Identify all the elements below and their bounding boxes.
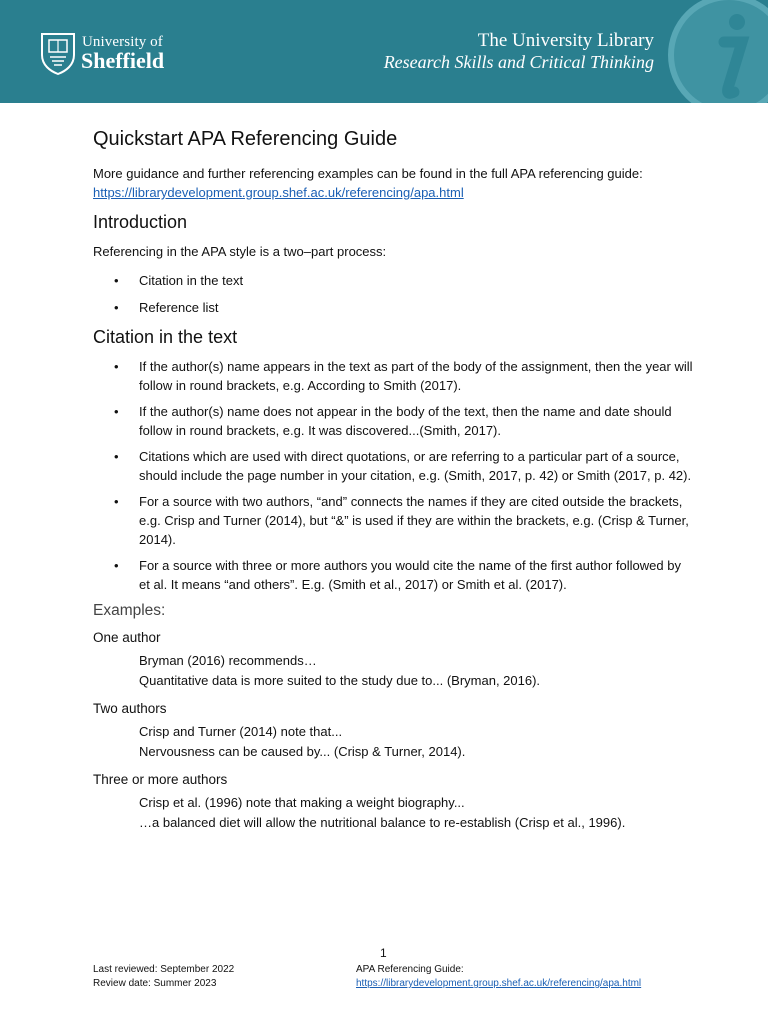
list-item: • For a source with three or more authors you would cite the name of the first author followed by et al. It means “and others”. E.g. (Smith et al., 2017) or Smith et al. (2017). — [93, 556, 693, 594]
example-group-title: One author — [93, 630, 161, 645]
intro-paragraph — [93, 164, 693, 202]
introduction-list — [93, 271, 693, 317]
list-item: • If the author(s) name appears in the text as part of the body of the assignment, then the year will follow in round brackets, e.g. According to Smith (2017). — [93, 357, 693, 395]
examples-heading: Examples: — [93, 602, 166, 619]
example-line: Crisp et al. (1996) note that making a weight biography... — [139, 795, 465, 810]
logo-line1: University of — [82, 34, 163, 50]
citation-heading: Citation in the text — [93, 327, 238, 347]
example-line: Nervousness can be caused by... (Crisp & Turner, 2014). — [139, 744, 466, 759]
footer-review-info — [93, 963, 234, 991]
list-item: • If the author(s) name does not appear in the body of the text, then the name and date should follow in round brackets, e.g. It was discovered...(Smith, 2017). — [93, 402, 693, 440]
info-icon — [664, 0, 768, 103]
example-line: Quantitative data is more suited to the study due to... (Bryman, 2016). — [139, 673, 541, 688]
introduction-heading: Introduction — [93, 212, 188, 232]
list-item: • For a source with two authors, “and” connects the names if they are cited outside the brackets, e.g. Crisp and Turner (2014), but “&” is used if they are within the brackets, e.g. (Crisp & Turner, 2014). — [93, 492, 693, 549]
example-line: …a balanced diet will allow the nutritional balance to re-establish (Crisp et al., 1996). — [139, 815, 626, 830]
list-item: • Citations which are used with direct quotations, or are referring to a particular part of a source, should include the page number in your citation, e.g. (Smith, 2017, p. 42) or Smith (2017, p. 42). — [93, 447, 693, 485]
example-line: Crisp and Turner (2014) note that... — [139, 724, 343, 739]
library-subtitle: Research Skills and Critical Thinking — [383, 52, 654, 72]
header-banner — [0, 0, 768, 103]
example-block — [93, 793, 693, 833]
logo-line2: Sheffield — [81, 48, 165, 73]
example-group-title: Three or more authors — [93, 772, 228, 787]
example-line: Bryman (2016) recommends… — [139, 653, 317, 668]
list-item: • Reference list — [93, 298, 693, 317]
intro-text: More guidance and further referencing examples can be found in the full APA referencing guide: — [93, 166, 643, 181]
example-group-title: Two authors — [93, 701, 167, 716]
review-date: Review date: Summer 2023 — [93, 978, 217, 989]
document-title: Quickstart APA Referencing Guide — [93, 128, 398, 150]
guide-label: APA Referencing Guide: — [356, 964, 464, 975]
document-body — [93, 128, 693, 841]
last-reviewed: Last reviewed: September 2022 — [93, 964, 235, 975]
introduction-text: Referencing in the APA style is a two–part process: — [93, 244, 387, 259]
crest-icon — [40, 31, 76, 75]
full-guide-link[interactable]: https://librarydevelopment.group.shef.ac.uk/referencing/apa.html — [93, 185, 464, 200]
example-block — [93, 651, 693, 691]
list-item: • Citation in the text — [93, 271, 693, 290]
footer-guide-info — [356, 963, 641, 991]
citation-list — [93, 357, 693, 594]
footer-guide-link[interactable]: https://librarydevelopment.group.shef.ac.uk/referencing/apa.html — [356, 978, 642, 989]
example-block — [93, 722, 693, 762]
page-number: 1 — [380, 946, 387, 960]
library-title: The University Library — [477, 30, 654, 51]
